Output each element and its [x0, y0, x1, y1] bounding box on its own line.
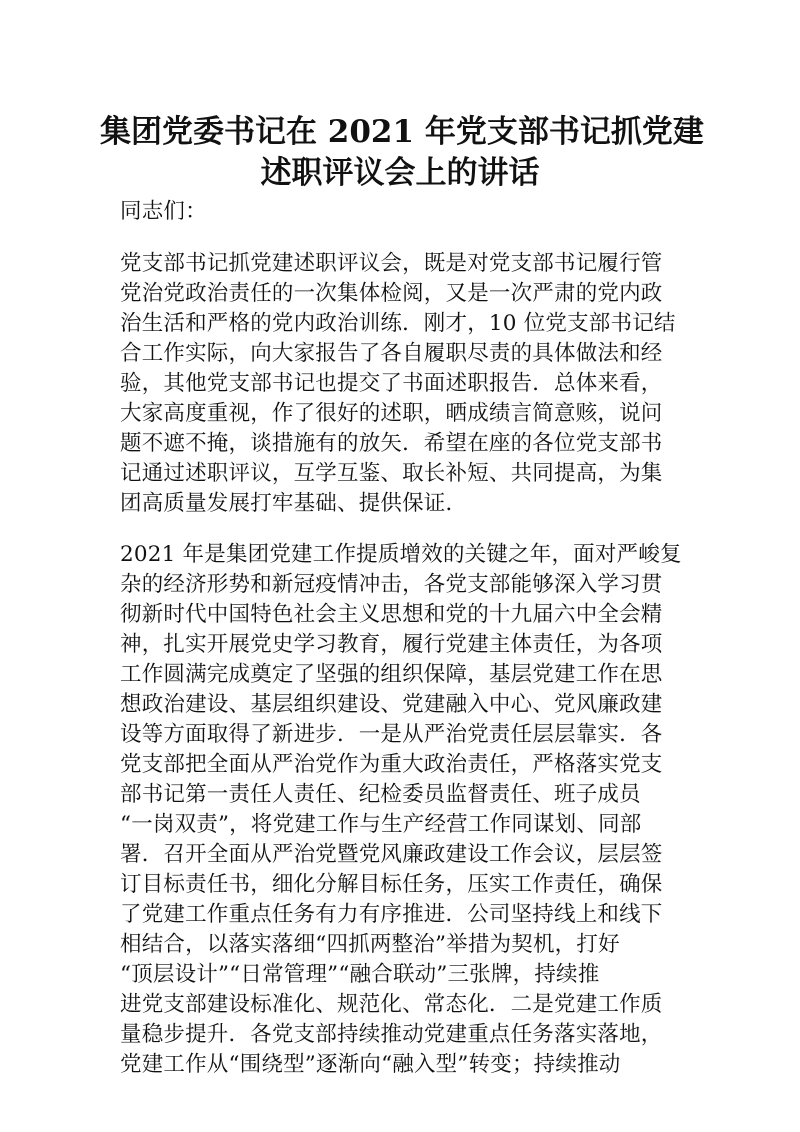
salutation: 同志们：	[120, 199, 207, 224]
paragraph-line: 党建工作从“围绕型”逐渐向“融入型”转变；持续推动	[120, 1052, 621, 1077]
paragraph-line: 团高质量发展打牢基础、提供保证．	[120, 491, 468, 516]
paragraph-line: 部书记第一责任人责任、纪检委员监督责任、班子成员	[120, 782, 641, 807]
paragraph-line: 量稳步提升．各党支部持续推动党建重点任务落实落地，	[120, 1022, 663, 1047]
paragraph-line: 想政治建设、基层组织建设、党建融入中心、党风廉政建	[120, 692, 663, 717]
paragraph-line: 神，扎实开展党史学习教育，履行党建主体责任，为各项	[120, 632, 663, 657]
document-title-line-2: 述职评议会上的讲话	[260, 155, 540, 191]
paragraph-line: 大家高度重视，作了很好的述职，晒成绩言简意赅，说问	[120, 401, 663, 426]
paragraph-line: 验，其他党支部书记也提交了书面述职报告．总体来看，	[120, 371, 663, 396]
paragraph-line: 党治党政治责任的一次集体检阅，又是一次严肃的党内政	[120, 281, 663, 306]
paragraph-line: 党支部把全面从严治党作为重大政治责任，严格落实党支	[120, 752, 663, 777]
paragraph-line: 党支部书记抓党建述职评议会，既是对党支部书记履行管	[120, 251, 663, 276]
paragraph-line: 订目标责任书，细化分解目标任务，压实工作责任，确保	[120, 872, 663, 897]
paragraph-line: 记通过述职评议，互学互鉴、取长补短、共同提高，为集	[120, 461, 663, 486]
paragraph-line: 进党支部建设标准化、规范化、常态化．二是党建工作质	[120, 992, 663, 1017]
paragraph-line: 杂的经济形势和新冠疫情冲击，各党支部能够深入学习贯	[120, 572, 663, 597]
paragraph-line: 合工作实际，向大家报告了各自履职尽责的具体做法和经	[120, 341, 663, 366]
document-title-line-1: 集团党委书记在 2021 年党支部书记抓党建	[100, 114, 704, 150]
paragraph-line: 工作圆满完成奠定了坚强的组织保障，基层党建工作在思	[120, 662, 663, 687]
paragraph-line: “一岗双责”，将党建工作与生产经营工作同谋划、同部	[120, 812, 642, 837]
paragraph-line: 2021 年是集团党建工作提质增效的关键之年，面对严峻复	[120, 542, 682, 567]
paragraph-line: 署．召开全面从严治党暨党风廉政建设工作会议，层层签	[120, 842, 663, 867]
paragraph-line: 相结合，以落实落细“四抓两整治”举措为契机，打好	[120, 932, 620, 957]
paragraph-line: “顶层设计”“日常管理”“融合联动”三张牌，持续推	[120, 962, 600, 987]
paragraph-line: 题不遮不掩，谈措施有的放矢．希望在座的各位党支部书	[120, 431, 663, 456]
paragraph-line: 了党建工作重点任务有力有序推进．公司坚持线上和线下	[120, 902, 663, 927]
paragraph-line: 设等方面取得了新进步．一是从严治党责任层层靠实．各	[120, 722, 663, 747]
paragraph-line: 治生活和严格的党内政治训练．刚才，10 位党支部书记结	[120, 311, 676, 336]
paragraph-line: 彻新时代中国特色社会主义思想和党的十九届六中全会精	[120, 602, 663, 627]
